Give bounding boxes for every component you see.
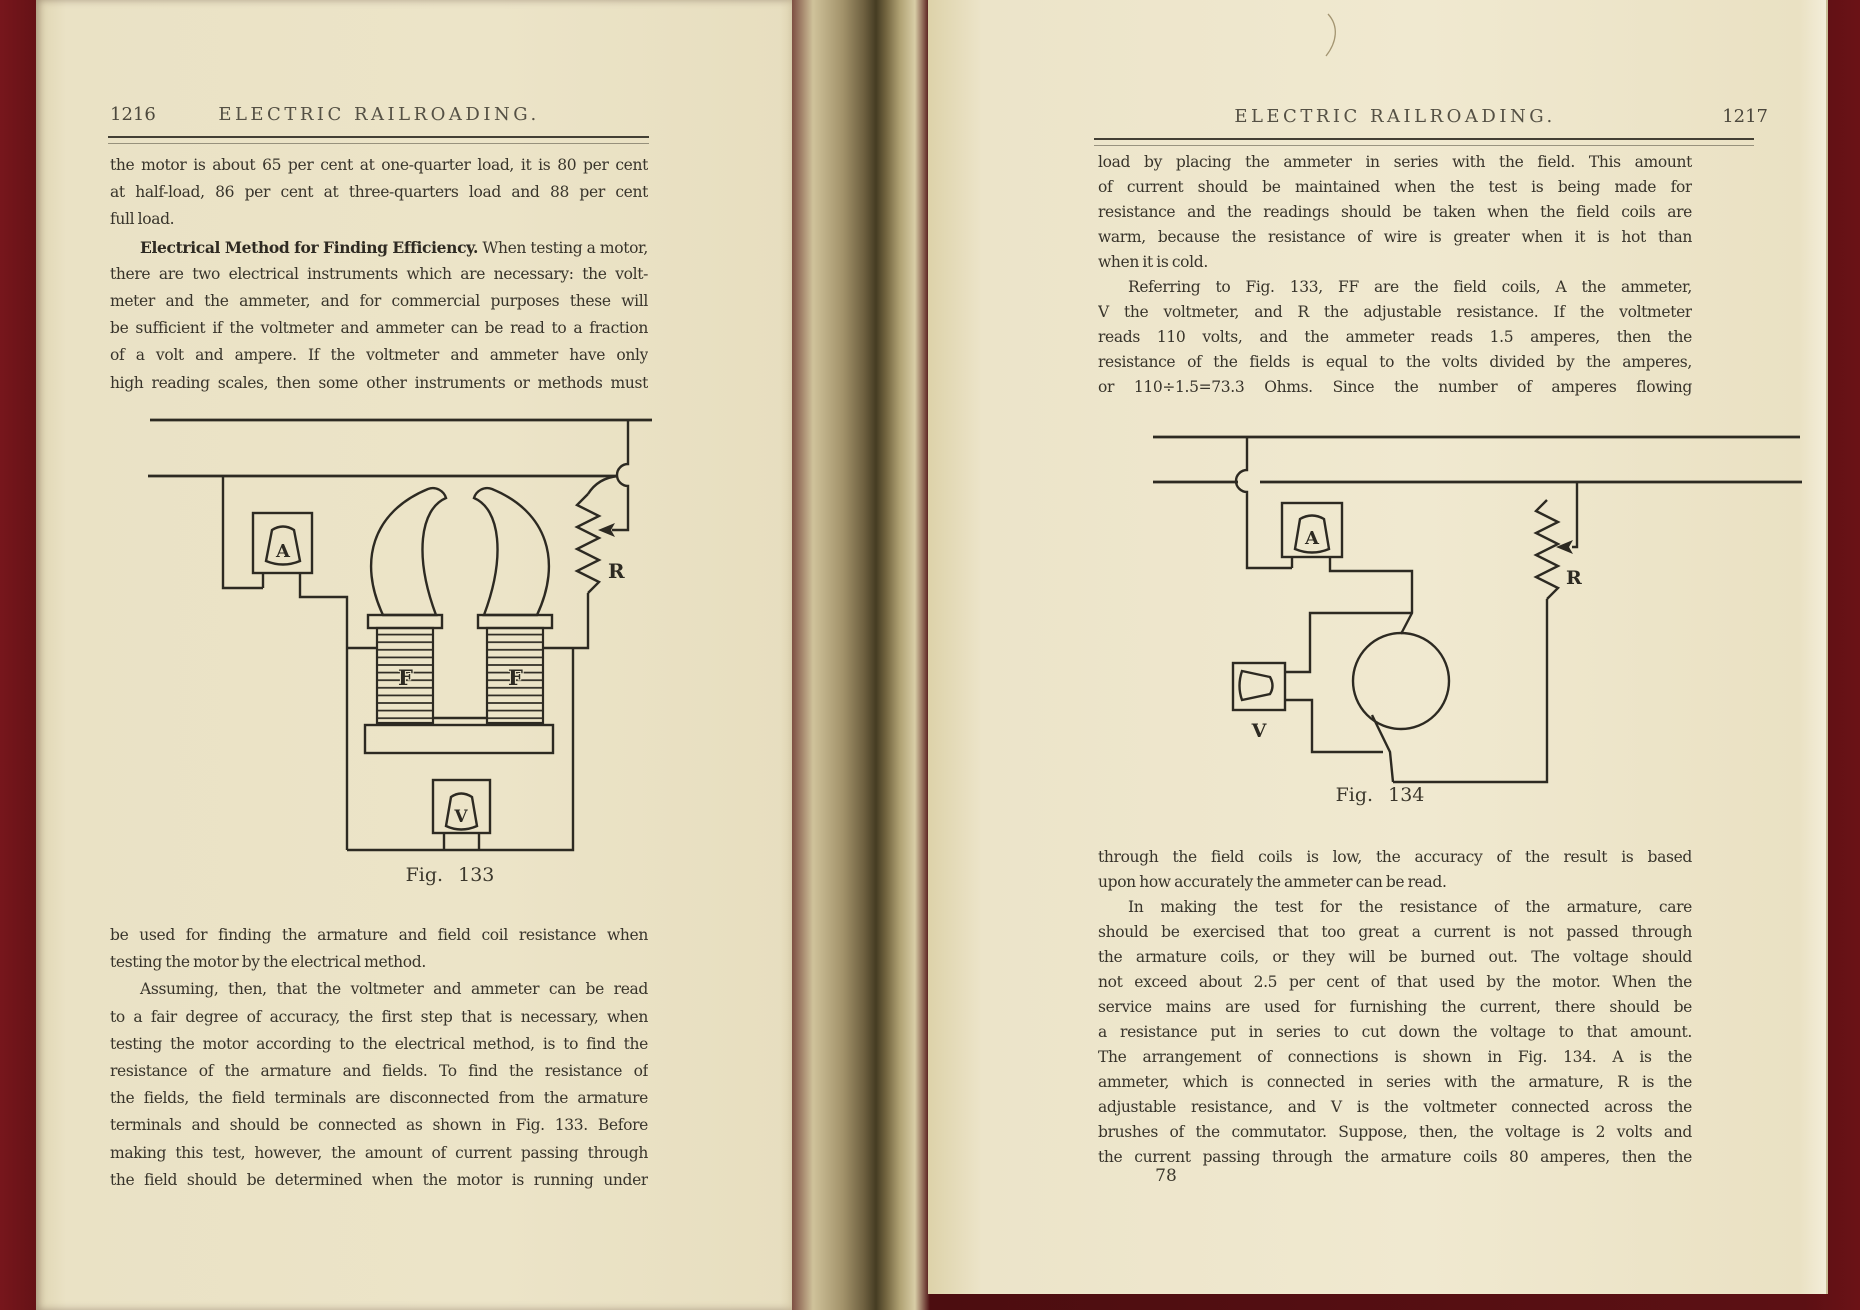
text-line: The arrangement of connections is shown in Fig. 134. A is the [1098, 1048, 1692, 1066]
left-page [36, 0, 792, 1310]
resistance-label: R [1566, 567, 1582, 589]
text-line: be used for finding the armature and field coil resistance when [110, 926, 648, 944]
wire-ammeter-to-coil [300, 573, 377, 850]
text-line: through the field coils is low, the accuracy of the result is based [1098, 848, 1692, 866]
text-line: Referring to Fig. 133, FF are the field coils, A the ammeter, [1128, 278, 1692, 296]
fig-134-caption: Fig. 134 [1335, 784, 1425, 806]
text-line: V the voltmeter, and R the adjustable resistance. If the voltmeter [1098, 303, 1692, 321]
text-line: or 110÷1.5=73.3 Ohms. Since the number of amperes flowing [1098, 378, 1692, 396]
text-line: resistance and the readings should be taken when the field coils are [1098, 203, 1692, 221]
text-line: adjustable resistance, and V is the voltmeter connected across the [1098, 1098, 1692, 1116]
text-line: Assuming, then, that the voltmeter and ammeter can be read [140, 980, 648, 999]
book-spine-gutter [780, 0, 930, 1310]
left-paragraph-block-2 [110, 922, 648, 1194]
signature-mark: 78 [1155, 1166, 1177, 1186]
right-pole-horn-icon [474, 488, 549, 615]
text-line: at half-load, 86 per cent at three-quarters load and 88 per cent [110, 183, 648, 202]
text-line: a resistance put in series to cut down the voltage to that amount. [1098, 1023, 1692, 1041]
wire-main-to-zigzag [588, 476, 618, 494]
text-line: the current passing through the armature coils 80 amperes, then the [1098, 1148, 1692, 1166]
ammeter-label: A [276, 541, 290, 562]
text-line: when it is cold. [1098, 253, 1208, 271]
voltmeter-stub-wires [444, 833, 479, 850]
fig-133-diagram [145, 410, 667, 862]
text-line: Electrical Method for Finding Efficiency. When testing a motor, [140, 237, 648, 257]
text-line: load by placing the ammeter in series with the field. This amount [1098, 153, 1692, 171]
right-coil-flange [478, 615, 552, 628]
bottom-return-wire [1393, 599, 1547, 782]
text-line: the fields, the field terminals are disconnected from the armature [110, 1089, 648, 1108]
text-line: should be exercised that too great a current is not passed through [1098, 923, 1692, 941]
scan-artifact [1320, 12, 1350, 60]
rheostat-arrow-icon [1556, 540, 1573, 554]
text-line: high reading scales, then some other instruments or methods must [110, 373, 648, 392]
text-line: upon how accurately the ammeter can be read. [1098, 873, 1447, 891]
text-line: be sufficient if the voltmeter and ammeter can be read to a fraction [110, 319, 648, 338]
wire-rheostat-to-coil [543, 593, 588, 648]
text-line: the motor is about 65 per cent at one-quarter load, it is 80 per cent [110, 156, 648, 174]
text-line: full load. [110, 210, 175, 229]
right-page-number: 1217 [1722, 106, 1768, 127]
right-running-head: ELECTRIC RAILROADING. [1234, 106, 1556, 127]
right-paragraph-block-1 [1098, 150, 1692, 400]
wire-voltmeter-top-brush [1285, 613, 1412, 672]
left-paragraph-block-1 [110, 152, 648, 397]
text-line: warm, because the resistance of wire is greater when it is hot than [1098, 228, 1692, 246]
text-line: the armature coils, or they will be burned out. The voltage should [1098, 948, 1692, 966]
text-line: meter and the ammeter, and for commercial purposes these will [110, 291, 648, 310]
resistance-zigzag-icon [1536, 500, 1558, 599]
text-line: ammeter, which is connected in series with the armature, R is the [1098, 1073, 1692, 1091]
left-running-head: ELECTRIC RAILROADING. [218, 104, 540, 125]
wire-voltmeter-bottom-brush [1285, 700, 1393, 782]
text-line: not exceed about 2.5 per cent of that used by the motor. When the [1098, 973, 1692, 991]
voltmeter-label: V [454, 807, 468, 827]
yoke-base [365, 725, 553, 753]
fig-134-diagram [1140, 425, 1830, 797]
text-line: of current should be maintained when the test is being made for [1098, 178, 1692, 196]
right-paragraph-block-2 [1098, 845, 1692, 1170]
text-line: there are two electrical instruments which are necessary: the volt- [110, 264, 648, 283]
left-coil-flange [368, 615, 442, 628]
armature-circle [1353, 633, 1449, 729]
voltmeter-dial-icon [1240, 671, 1273, 700]
left-page-number: 1216 [110, 104, 156, 125]
text-line: resistance of the fields is equal to the volts divided by the amperes, [1098, 353, 1692, 371]
right-header-rule [1094, 138, 1754, 146]
left-pole-horn-icon [371, 488, 446, 615]
text-line: service mains are used for furnishing the current, there should be [1098, 998, 1692, 1016]
text-line: to a fair degree of accuracy, the first step that is necessary, when [110, 1007, 648, 1026]
text-line: testing the motor according to the electrical method, is to find the [110, 1034, 648, 1053]
wire-ammeter-to-armature [1330, 557, 1412, 634]
fig-133-caption: Fig. 133 [405, 864, 495, 886]
ammeter-label: A [1305, 528, 1319, 549]
voltmeter-box [1233, 663, 1285, 710]
text-line: resistance of the armature and fields. To find the resistance of [110, 1061, 648, 1080]
text-line: brushes of the commutator. Suppose, then, the voltage is 2 volts and [1098, 1123, 1692, 1141]
text-line: of a volt and ampere. If the voltmeter and ammeter have only [110, 346, 648, 365]
wire-rheostat-tap [1572, 482, 1577, 547]
text-line: testing the motor by the electrical method. [110, 953, 426, 972]
text-line: making this test, however, the amount of current passing through [110, 1143, 648, 1162]
resistance-zigzag-icon [577, 494, 599, 593]
text-line: the field should be determined when the motor is running under [110, 1170, 648, 1189]
wire-main-to-ammeter [223, 476, 263, 588]
field-coil-left-label: F [398, 665, 413, 690]
voltmeter-label: V [1251, 720, 1267, 742]
right-page [928, 0, 1828, 1294]
resistance-label: R [608, 559, 625, 583]
text-line: reads 110 volts, and the ammeter reads 1.5 amperes, then the [1098, 328, 1692, 346]
left-header-rule [108, 136, 649, 144]
text-line: In making the test for the resistance of the armature, care [1128, 898, 1692, 916]
field-coil-right-label: F [508, 665, 523, 690]
text-line: terminals and should be connected as shown in Fig. 133. Before [110, 1116, 648, 1135]
